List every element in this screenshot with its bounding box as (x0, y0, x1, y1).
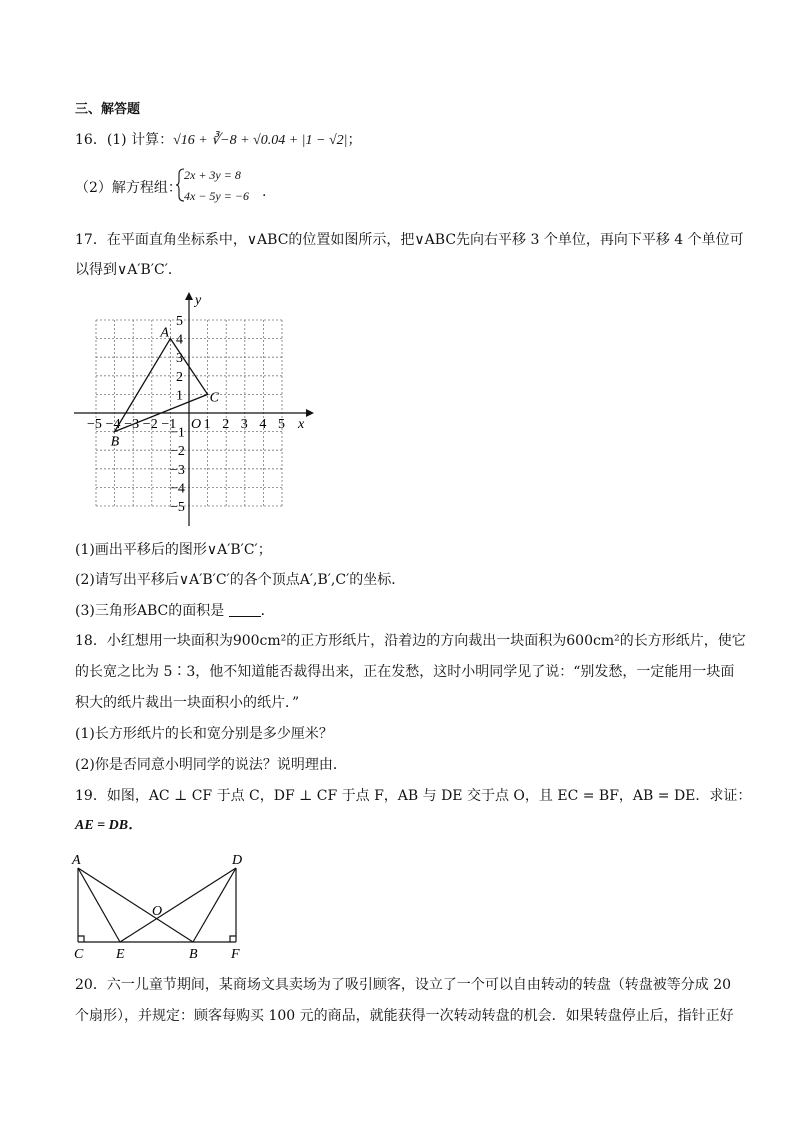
x-tick-label: −1 (161, 417, 177, 432)
x-tick-label: −3 (124, 417, 140, 432)
q16-part2-suffix: . (262, 184, 267, 200)
geometry-figure (70, 848, 250, 960)
q17-text-line-1: 17．在平面直角坐标系中，∨ABC的位置如图所示，把∨ABC先向右平移 3 个单位，再向下平移 4 个单位可 (75, 232, 744, 248)
point-a-label: A (160, 325, 169, 341)
y-tick-label: 5 (176, 314, 183, 329)
y-tick-label: −3 (170, 462, 185, 478)
x-axis-arrow (306, 409, 314, 417)
y-tick-label: −1 (170, 425, 185, 441)
x-axis-label: x (298, 417, 305, 432)
q18-sub-2: (2)你是否同意小明同学的说法？说明理由． (75, 757, 347, 773)
q18-text-line-3: 积大的纸片裁出一块面积小的纸片．” (75, 695, 300, 711)
q17-text-line-2: 以得到∨A′B′C′． (75, 262, 182, 278)
point-f-label: F (231, 947, 240, 960)
segment-db (193, 868, 236, 942)
y-tick-label: 3 (176, 351, 183, 367)
q18-sub-1: (1)长方形纸片的长和宽分别是多少厘米？ (75, 726, 333, 742)
right-angle-mark-c (78, 936, 84, 942)
q16-part1-suffix: ； (347, 132, 362, 148)
x-tick-label: 3 (240, 417, 248, 432)
x-tick-label: −4 (105, 417, 121, 432)
y-axis-label: y (195, 293, 202, 308)
q18-text-line-2: 的长宽之比为 5∶3，他不知道能否裁得出来，正在发愁，这时小明同学见了说：“别发愁，一定能用一块面 (75, 664, 735, 680)
point-e-label: E (116, 947, 125, 960)
q16-part1 (75, 130, 362, 151)
x-tick-label: −2 (142, 417, 158, 432)
point-b-label: B (189, 947, 198, 960)
y-tick-label: 1 (176, 388, 183, 404)
section-title: 三、解答题 (75, 102, 141, 117)
q16-part1-expression: √16 + ∛−8 + √0.04 + |1 − √2| (173, 133, 348, 148)
y-tick-label: −2 (170, 444, 185, 460)
y-tick-label: −5 (170, 500, 185, 515)
segment-ab (78, 868, 193, 942)
segment-de (120, 868, 236, 942)
y-tick-label: −4 (170, 481, 185, 497)
point-o-label: O (152, 904, 163, 919)
q20-text-line-2: 个扇形），并规定：顾客每购买 100 元的商品，就能获得一次转动转盘的机会．如果转盘停止后，指针正好 (75, 1008, 734, 1024)
q17-sub-3 (75, 601, 275, 621)
tick-labels (87, 314, 285, 515)
q20-text-line-1: 20．六一儿童节期间，某商场文具卖场为了吸引顾客，设立了一个可以自由转动的转盘（转盘被等分成 20 (75, 977, 732, 993)
q17-sub-3-suffix: ． (260, 603, 275, 619)
axes (74, 292, 314, 526)
segment-ae (78, 868, 120, 942)
q16-part2-label: （2）解方程组： (75, 180, 182, 196)
q17-sub-3-text: (3)三角形ABC的面积是 (75, 603, 225, 619)
coordinate-grid-figure (70, 290, 320, 530)
q16-equation-1: 2x + 3y = 8 (184, 168, 241, 182)
y-tick-label: 2 (176, 369, 183, 385)
point-c-label: C (209, 390, 219, 406)
q17-sub-1: (1)画出平移后的图形∨A′B′C′； (75, 542, 272, 558)
answer-blank (229, 602, 261, 617)
right-angle-mark-f (230, 936, 236, 942)
q18-text-line-1: 18．小红想用一块面积为900cm²的正方形纸片，沿着边的方向裁出一块面积为600cm²的长方形纸片，使它 (75, 633, 746, 649)
q19-text-line-1: 19．如图，AC ⊥ CF 于点 C，DF ⊥ CF 于点 F，AB 与 DE 交于点 O，且 EC = BF，AB = DE．求证： (75, 788, 752, 804)
point-a-label: A (72, 853, 81, 868)
q17-sub-2: (2)请写出平移后∨A′B′C′的各个顶点A′,B′,C′的坐标． (75, 572, 406, 588)
x-tick-label: −5 (87, 417, 102, 432)
q16-part1-prefix: 16．(1) 计算： (75, 132, 174, 148)
q19-text-line-2: AE = DB． (75, 818, 143, 833)
x-tick-label: 4 (259, 417, 267, 432)
x-tick-label: 5 (278, 417, 285, 432)
y-axis-arrow (185, 292, 193, 300)
point-d-label: D (232, 853, 243, 868)
origin-label: O (191, 417, 202, 432)
x-tick-label: 1 (203, 417, 211, 432)
x-tick-label: 2 (222, 417, 230, 432)
point-b-label: B (110, 434, 120, 450)
y-tick-label: 4 (176, 332, 183, 348)
point-c-label: C (74, 947, 84, 960)
q16-equation-2: 4x − 5y = −6 (184, 189, 249, 203)
